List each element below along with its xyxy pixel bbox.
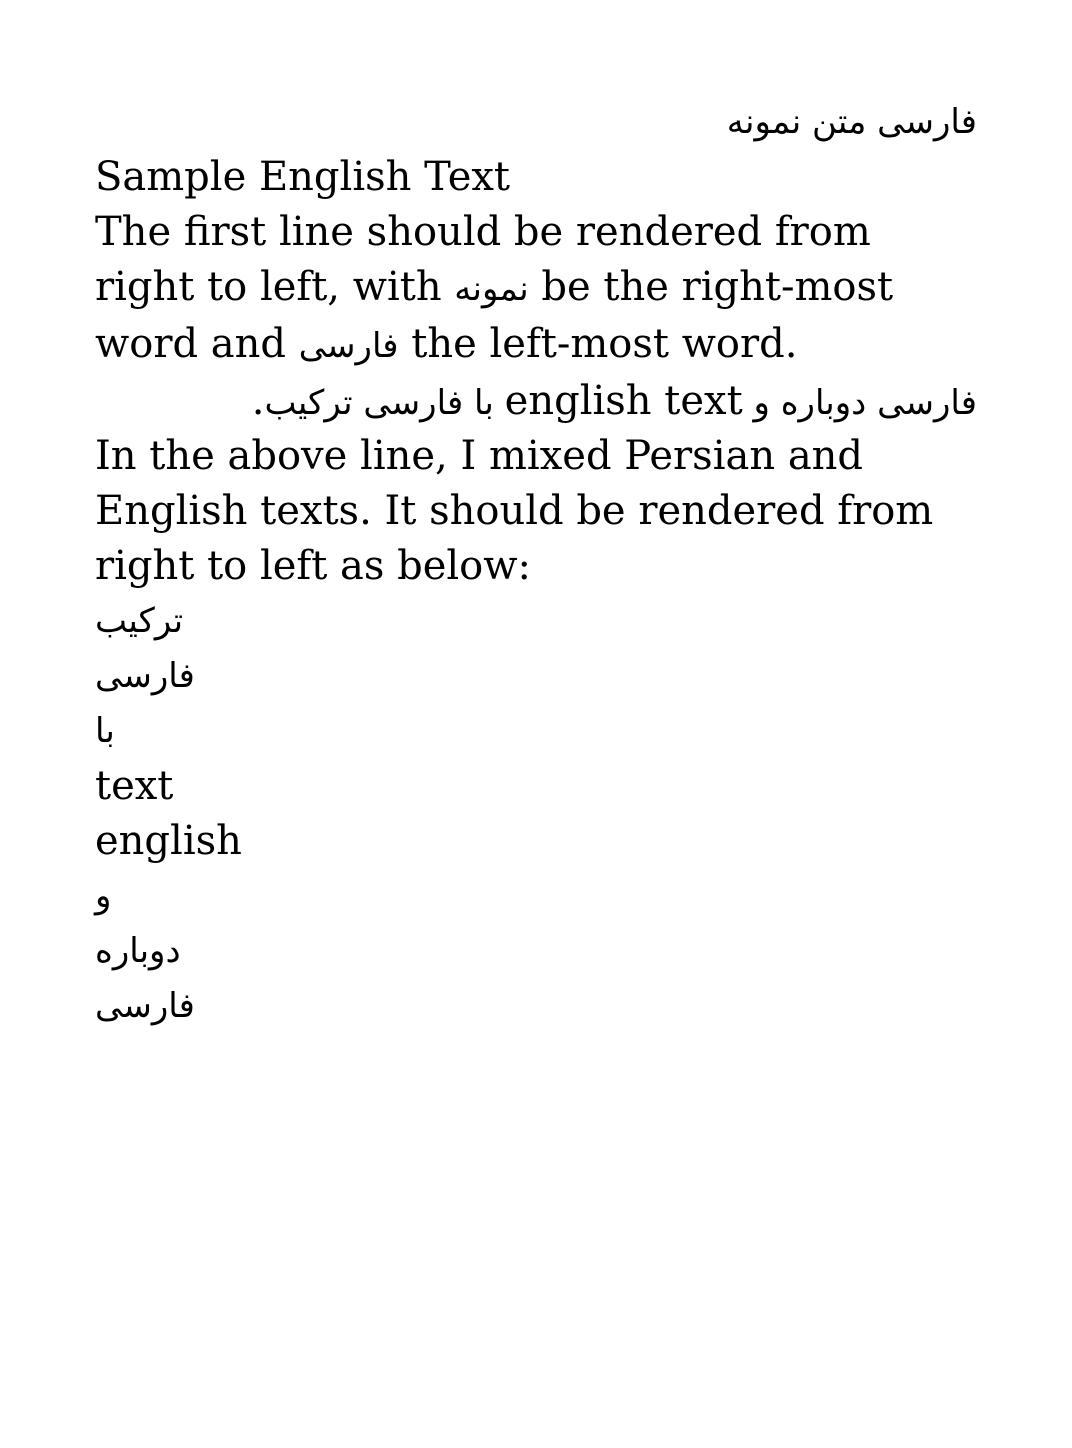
mixed-en-middle: english text bbox=[504, 378, 743, 424]
persian-title-line bbox=[95, 95, 977, 150]
stack-word: با bbox=[95, 711, 115, 751]
mixed-language-line bbox=[95, 374, 977, 429]
stack-word: فارسی bbox=[95, 986, 195, 1026]
stack-word: english bbox=[95, 818, 242, 864]
english-title: Sample English Text bbox=[95, 154, 510, 200]
mixed-period: . bbox=[251, 378, 265, 424]
mixed-fa-end: با فارسی ترکیب bbox=[264, 383, 494, 423]
stack-word: دوباره bbox=[95, 931, 181, 971]
mixed-fa-start: فارسی دوباره و bbox=[753, 383, 977, 423]
stack-word: و bbox=[95, 876, 112, 916]
para2-text: In the above line, I mixed Persian and English texts. It should be rendered from right to left as below: bbox=[95, 433, 934, 589]
stack-word: text bbox=[95, 763, 174, 809]
stack-word: فارسی bbox=[95, 656, 195, 696]
document-page bbox=[95, 95, 977, 1034]
english-title-line bbox=[95, 150, 977, 205]
para1-word-nemuneh: نمونه bbox=[454, 269, 529, 309]
stack-word: ترکیب bbox=[95, 601, 184, 641]
word-stack bbox=[95, 594, 977, 1034]
para1-part2: be the right-most word and bbox=[95, 264, 894, 367]
para1-part1: The first line should be rendered from right to left, with bbox=[95, 209, 871, 310]
paragraph-mixed-explanation bbox=[95, 429, 977, 594]
persian-title: فارسی متن نمونه bbox=[726, 102, 977, 142]
paragraph-first-line-explanation bbox=[95, 205, 977, 374]
para1-word-farsi: فارسی bbox=[298, 326, 399, 366]
para1-part3: the left-most word. bbox=[398, 321, 798, 367]
